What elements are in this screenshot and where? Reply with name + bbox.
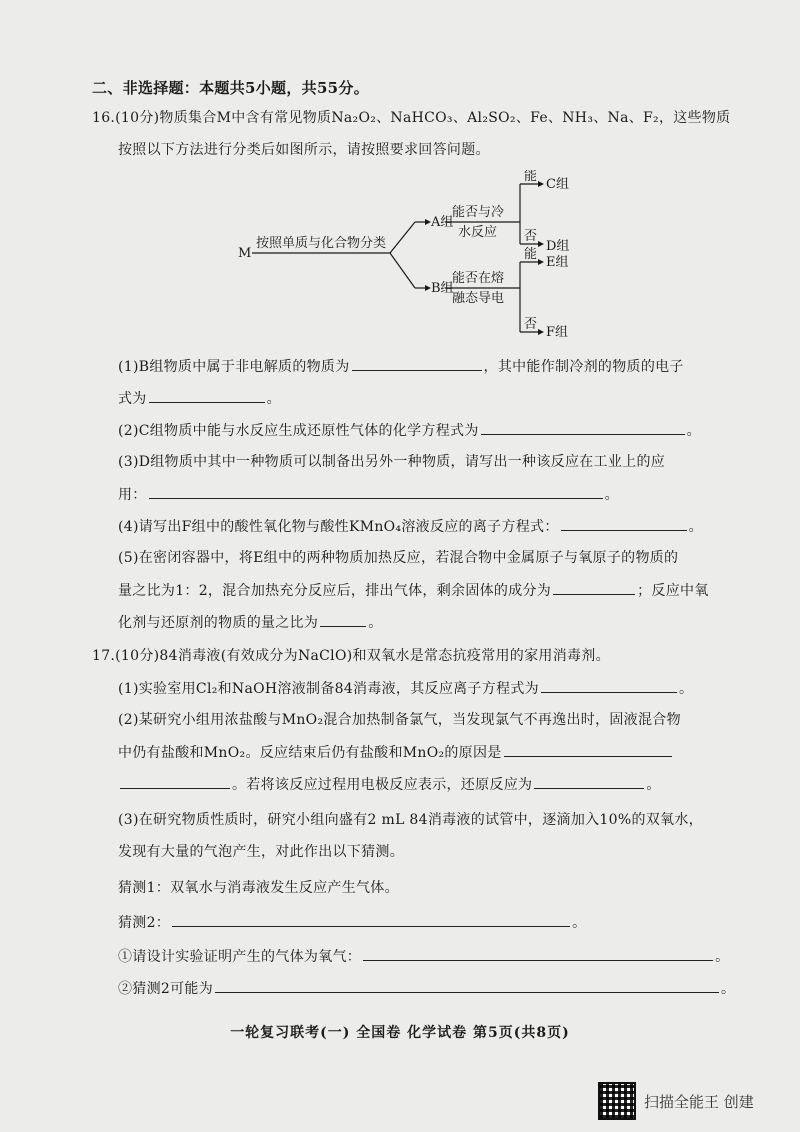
page-footer: 一轮复习联考(一) 全国卷 化学试卷 第5页(共8页) [230,1025,570,1041]
answer-blank-2[interactable] [149,388,265,403]
q17-p2-line1: (2)某研究小组用浓盐酸与MnO₂混合加热制备氯气，当发现氯气不再逸出时，固液混合物 [118,712,681,728]
q16-line1: 16.(10分)物质集合M中含有常见物质Na₂O₂、NaHCO₃、Al₂SO₂、Fe、NH₃、Na、F₂，这些物质 [92,110,731,126]
b-no-label: 否 [524,317,538,332]
a-test-line1: 能否与冷 [452,205,505,220]
answer-blank-11[interactable] [534,774,644,789]
a-yes-label: 能 [524,170,538,184]
section-heading: 二、非选择题：本题共5小题，共55分。 [92,79,370,97]
guess-1: 猜测1：双氧水与消毒液发生反应产生气体。 [118,880,399,896]
b-test-line2: 融态导电 [452,291,505,306]
q16-p5-line2: 量之比为1：2，混合加热充分反应后，排出气体，剩余固体的成分为 ；反应中氧 [118,580,709,601]
answer-blank-14[interactable] [215,978,719,993]
a-no-label: 否 [524,229,538,244]
scanner-text: 扫描全能王 创建 [644,1092,754,1111]
answer-blank-7[interactable] [320,612,366,627]
item-2: ②猜测2可能为 。 [118,978,735,999]
q17-intro: 17.(10分)84消毒液(有效成分为NaClO)和双氧水是常态抗疫常用的家用消毒剂。 [92,648,610,664]
scanner-watermark [598,1082,754,1120]
q16-line2: 按照以下方法进行分类后如图所示，请按照要求回答问题。 [118,142,490,158]
e-group-label: E组 [546,255,569,270]
root-label: M [238,246,252,261]
q16-p2: (2)C组物质中能与水反应生成还原性气体的化学方程式为 。 [118,420,701,441]
answer-blank-10[interactable] [120,774,230,789]
b-group-label: B组 [431,281,454,296]
branch-label: 按照单质与化合物分类 [256,236,387,251]
q17-p1: (1)实验室用Cl₂和NaOH溶液制备84消毒液，其反应离子方程式为 。 [118,678,693,699]
answer-blank-6[interactable] [553,580,635,595]
answer-blank-4[interactable] [149,484,603,499]
d-group-label: D组 [546,239,570,254]
a-test-line2: 水反应 [458,225,498,240]
q16-p1-line2: 式为 。 [118,388,281,409]
q16-p3-line2: 用： 。 [118,484,619,505]
answer-blank-12[interactable] [172,912,570,927]
answer-blank-5[interactable] [561,516,687,531]
q16-p4: (4)请写出F组中的酸性氧化物与酸性KMnO₄溶液反应的离子方程式： 。 [118,516,703,537]
q17-p2-line2: 中仍有盐酸和MnO₂。反应结束后仍有盐酸和MnO₂的原因是 [118,742,674,763]
answer-blank-8[interactable] [541,678,677,693]
classification-diagram [230,170,600,340]
q17-p3-line2: 发现有大量的气泡产生，对此作出以下猜测。 [118,844,404,860]
q16-p5-line3: 化剂与还原剂的物质的量之比为 。 [118,612,383,633]
b-yes-label: 能 [524,247,538,262]
q16-p3-line1: (3)D组物质中其中一种物质可以制备出另外一种物质，请写出一种该反应在工业上的应 [118,454,666,470]
q16-p1-line1: (1)B组物质中属于非电解质的物质为 ，其中能作制冷剂的物质的电子 [118,356,684,377]
answer-blank-9[interactable] [504,742,672,757]
c-group-label: C组 [546,177,569,192]
q17-p3-line1: (3)在研究物质性质时，研究小组向盛有2 mL 84消毒液的试管中，逐滴加入10%的双氧水， [118,812,703,828]
guess-2: 猜测2： 。 [118,912,586,933]
b-test-line1: 能否在熔 [452,271,505,286]
answer-blank-1[interactable] [352,356,482,371]
q17-p2-line3: 。若将该反应过程用电极反应表示，还原反应为 。 [118,774,661,795]
q16-p5-line1: (5)在密闭容器中，将E组中的两种物质加热反应，若混合物中金属原子与氧原子的物质的 [118,550,679,566]
a-group-label: A组 [431,215,454,230]
f-group-label: F组 [546,325,569,340]
item-1: ①请设计实验证明产生的气体为氧气： 。 [118,946,729,967]
answer-blank-13[interactable] [363,946,713,961]
answer-blank-3[interactable] [481,420,685,435]
qr-code-icon [598,1082,636,1120]
